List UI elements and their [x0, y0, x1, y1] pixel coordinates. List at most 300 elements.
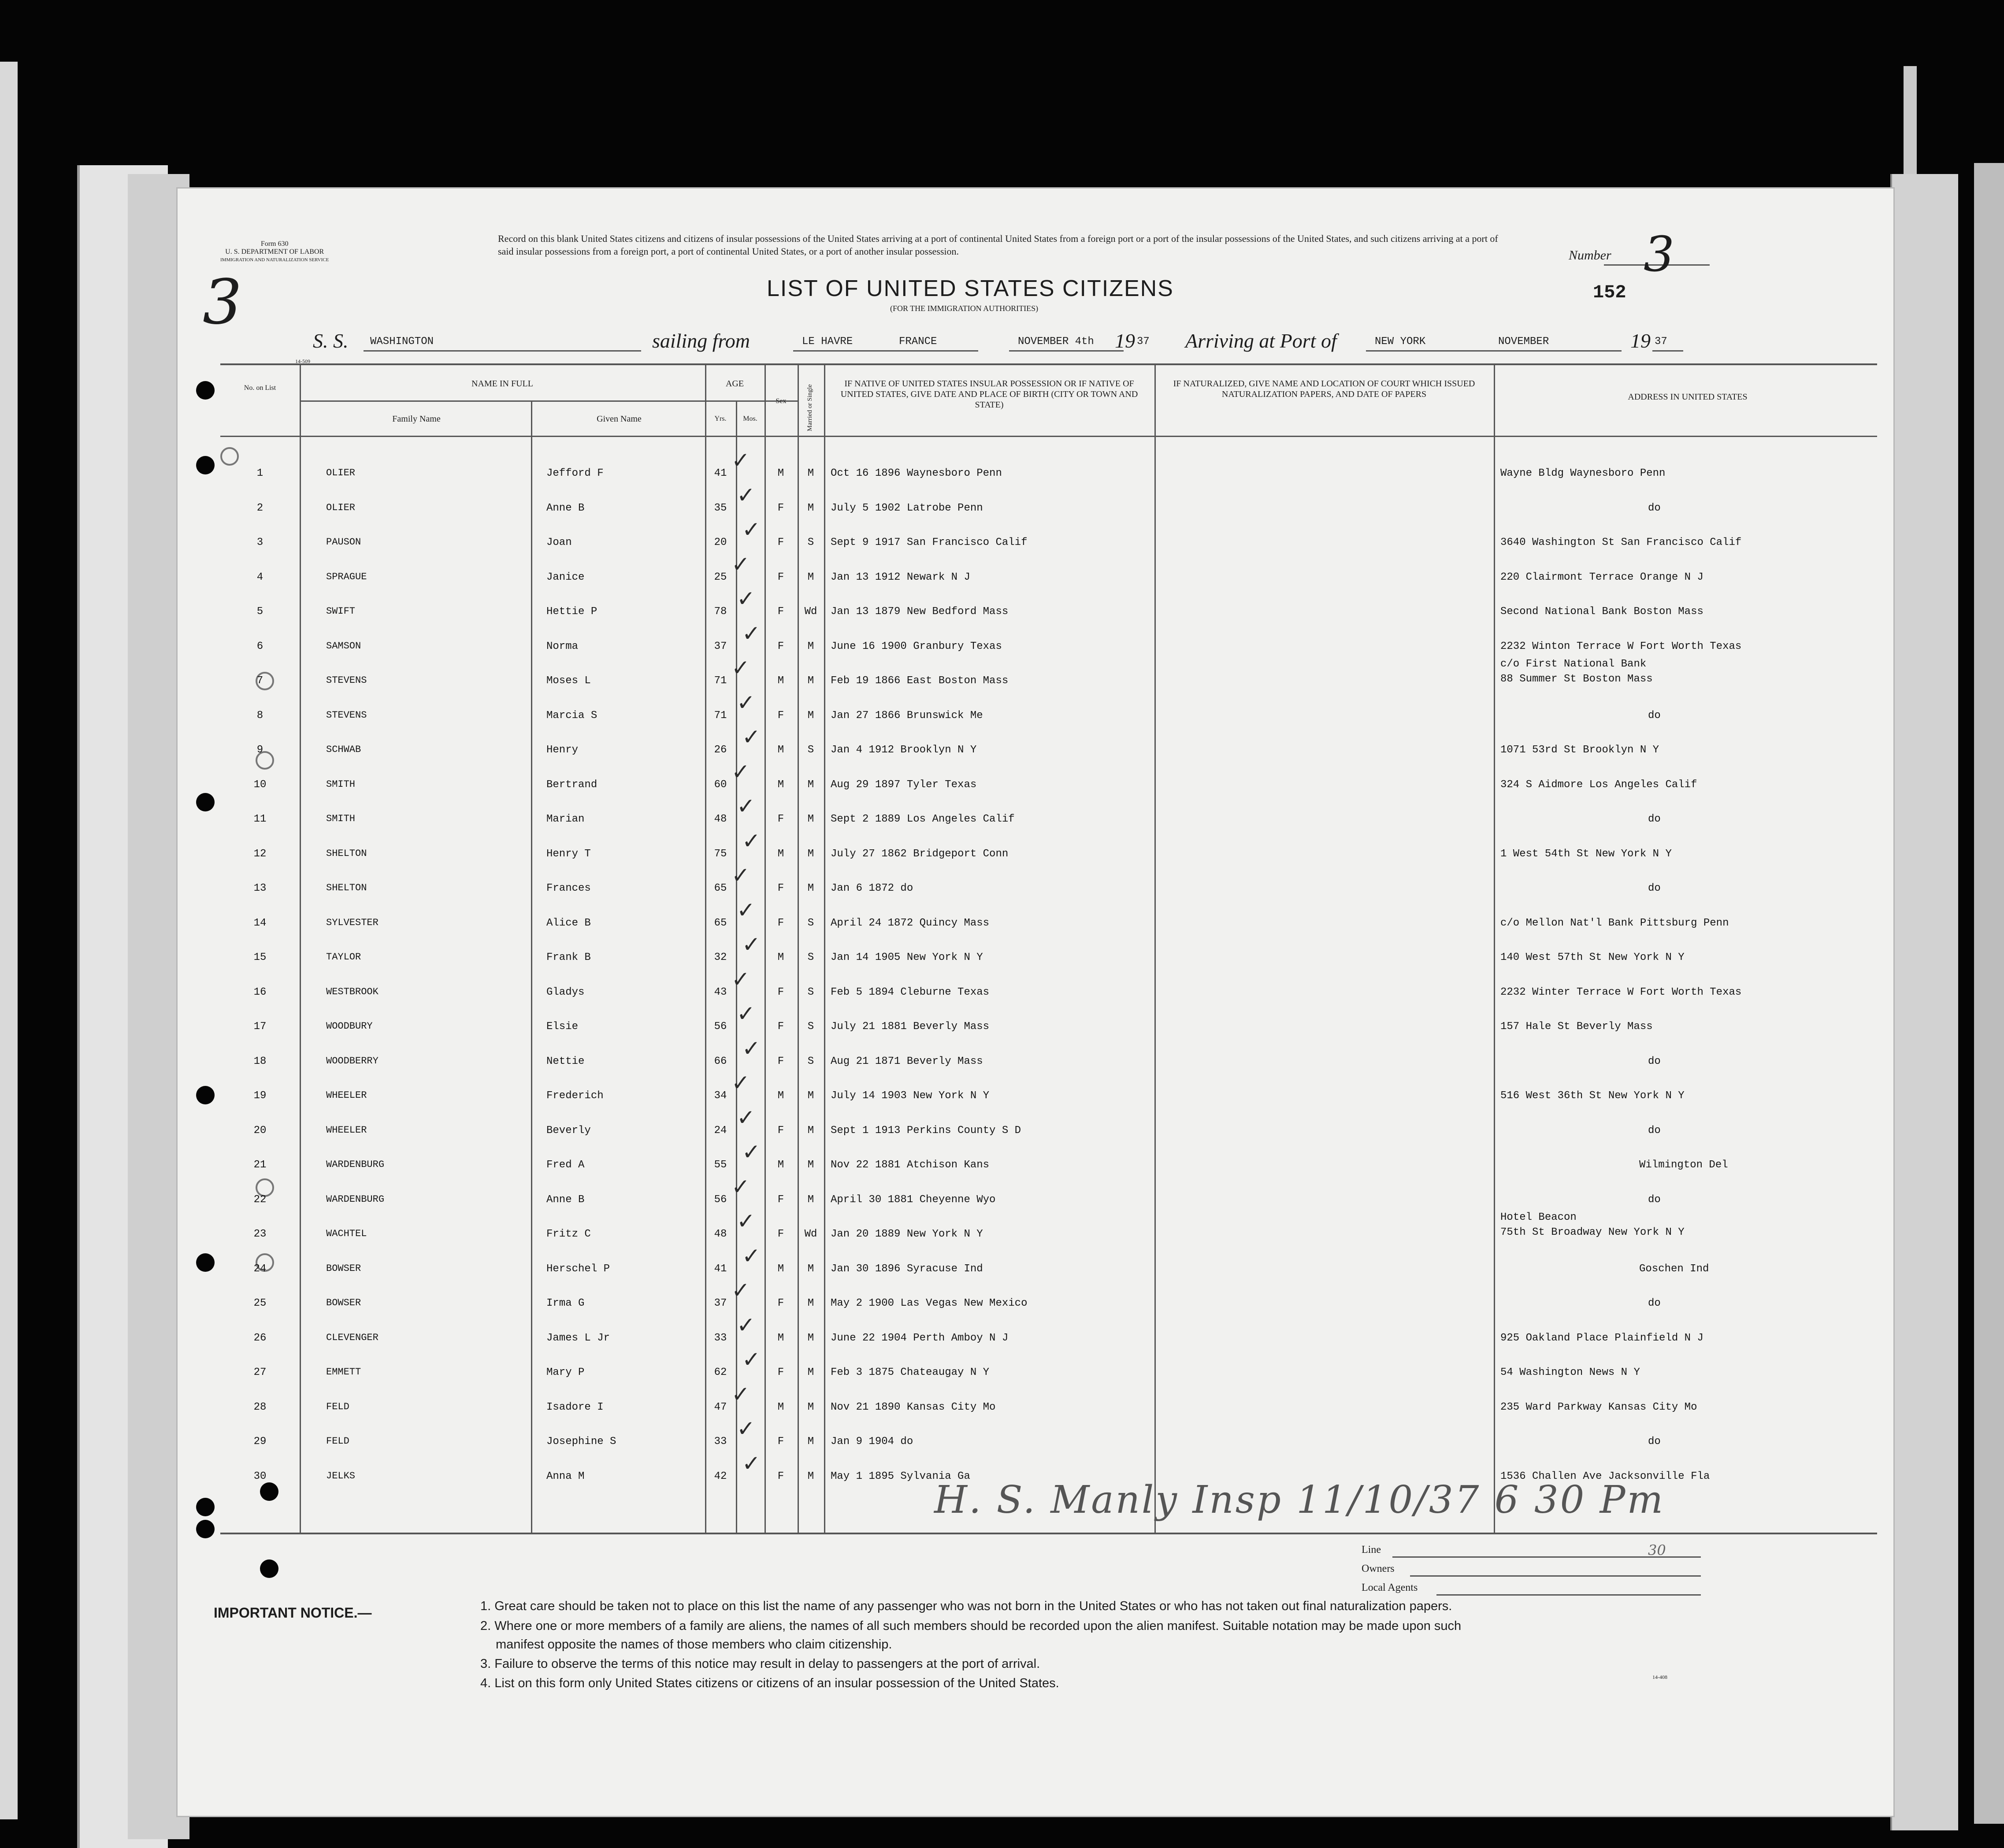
age-years: 41 [714, 467, 727, 479]
row-number: 21 [253, 1159, 267, 1171]
check-mark-icon: ✓ [742, 1347, 761, 1372]
given-name: Henry [546, 744, 579, 756]
check-mark-icon: ✓ [731, 1381, 750, 1407]
col-header-birth: IF NATIVE OF UNITED STATES INSULAR POSSESSION OR IF NATIVE OF UNITED STATES, GIVE DATE AND PLACE OF BIRTH (CITY OR TOWN AND STATE) [840, 379, 1138, 410]
given-name: Frank B [546, 952, 591, 963]
age-years: 71 [714, 675, 727, 687]
age-years: 37 [714, 1297, 727, 1309]
row-number: 6 [256, 640, 263, 652]
owners-label: Owners [1362, 1563, 1395, 1574]
family-name: OLIER [326, 502, 356, 513]
punch-hole [196, 1520, 215, 1538]
family-name: EMMETT [326, 1367, 361, 1378]
age-years: 65 [714, 917, 727, 929]
birth-date-place: Jan 6 1872 do [831, 882, 913, 894]
marital-status: M [807, 848, 814, 860]
address: do [1648, 1055, 1661, 1067]
check-mark-icon: ✓ [731, 1278, 750, 1303]
family-name: BOWSER [326, 1263, 361, 1274]
birth-date-place: May 1 1895 Sylvania Ga [831, 1470, 970, 1482]
given-name: Henry T [546, 848, 591, 860]
marital-status: S [807, 952, 814, 963]
number-label: Number [1569, 248, 1611, 263]
sex: F [777, 1297, 784, 1309]
notice-item-1: 1. Great care should be taken not to place on this list the name of any passenger who was not born in the United States or who has not taken out final naturalization papers. [480, 1599, 1452, 1613]
sex: M [777, 1401, 784, 1413]
given-name: Beverly [546, 1124, 591, 1137]
col-rule [1154, 365, 1156, 1533]
arrival-month: NOVEMBER [1498, 336, 1549, 348]
check-mark-icon: ✓ [737, 1104, 755, 1130]
sex: F [777, 986, 784, 998]
ship-name: WASHINGTON [370, 336, 434, 348]
ship-underline [364, 350, 641, 352]
given-name: Anne B [546, 1193, 585, 1206]
owners-underline [1410, 1575, 1701, 1577]
row-number: 4 [256, 571, 263, 583]
line-value: 30 [1648, 1542, 1666, 1559]
check-mark-icon: ✓ [742, 517, 761, 542]
address: Wilmington Del [1639, 1159, 1728, 1171]
given-name: Fred A [546, 1159, 585, 1171]
given-name: Frederich [546, 1090, 604, 1102]
marital-status: S [807, 744, 814, 756]
given-name: Anne B [546, 502, 585, 514]
family-name: WOODBERRY [326, 1055, 379, 1067]
col-header-given: Given Name [597, 414, 642, 424]
given-name: Nettie [546, 1055, 585, 1067]
manifest-page [176, 187, 1895, 1817]
sex: F [777, 571, 784, 583]
col-rule [705, 365, 706, 1533]
age-years: 56 [714, 1193, 727, 1206]
birth-date-place: Jan 4 1912 Brooklyn N Y [831, 744, 977, 756]
age-years: 25 [714, 571, 727, 583]
address: 324 S Aidmore Los Angeles Calif [1500, 778, 1697, 791]
col-header-age: AGE [725, 379, 744, 389]
family-name: SAMSON [326, 640, 361, 652]
stamp-number: 152 [1593, 282, 1626, 303]
sex: M [777, 848, 784, 860]
notice-title: IMPORTANT NOTICE.— [214, 1605, 372, 1621]
age-years: 33 [714, 1332, 727, 1344]
col-header-naturalized: IF NATURALIZED, GIVE NAME AND LOCATION OF COURT WHICH ISSUED NATURALIZATION PAPERS, AND DATE OF PAPERS [1173, 379, 1475, 399]
row-number: 2 [256, 502, 263, 514]
family-name: WARDENBURG [326, 1159, 385, 1170]
check-mark-icon: ✓ [737, 897, 755, 923]
birth-date-place: Jan 20 1889 New York N Y [831, 1228, 983, 1240]
col-header-sex: Sex [776, 397, 787, 405]
port-arrival: NEW YORK [1375, 336, 1426, 348]
port-from: LE HAVRE [802, 336, 853, 348]
row-number: 7 [256, 675, 263, 687]
marital-status: M [807, 502, 814, 514]
sex: F [777, 882, 784, 894]
punch-hole [260, 1559, 278, 1578]
sex: F [777, 502, 784, 514]
notice-item-2: 2. Where one or more members of a family are aliens, the names of all such members should be recorded upon the alien manifest. Suitable notation may be made upon such [480, 1619, 1462, 1633]
check-mark-icon: ✓ [742, 1035, 761, 1061]
marital-status: M [807, 1470, 814, 1482]
check-mark-icon: ✓ [742, 724, 761, 750]
row-number: 24 [253, 1263, 267, 1275]
sex: M [777, 467, 784, 479]
given-name: Bertrand [546, 778, 597, 791]
country-from: FRANCE [899, 336, 937, 348]
sex: M [777, 778, 784, 791]
left-binder-strip [0, 62, 18, 1819]
address: 2232 Winton Terrace W Fort Worth Texas [1500, 640, 1742, 652]
marital-status: M [807, 1263, 814, 1275]
punch-hole [196, 1253, 215, 1272]
marital-status: S [807, 537, 814, 548]
family-name: CLEVENGER [326, 1332, 379, 1343]
header-sub-rule [300, 400, 798, 402]
given-name: Janice [546, 571, 585, 583]
given-name: Herschel P [546, 1263, 610, 1275]
given-name: Jefford F [546, 467, 604, 479]
given-name: Gladys [546, 986, 585, 998]
col-header-name: NAME IN FULL [471, 379, 533, 389]
row-number: 10 [253, 778, 267, 791]
col-header-family: Family Name [392, 414, 441, 424]
marital-status: M [807, 1159, 814, 1171]
age-years: 24 [714, 1124, 727, 1137]
birth-date-place: Feb 5 1894 Cleburne Texas [831, 986, 990, 998]
age-years: 37 [714, 640, 727, 652]
marital-status: M [807, 1124, 814, 1137]
check-mark-icon: ✓ [742, 1139, 761, 1165]
marital-status: S [807, 917, 814, 929]
manifest-table [220, 363, 1877, 1534]
form-header-block [220, 240, 329, 264]
family-name: WESTBROOK [326, 986, 379, 997]
sex: F [777, 1021, 784, 1033]
given-name: Alice B [546, 917, 591, 929]
page-mark: 3 [203, 267, 242, 338]
row-number: 15 [253, 952, 267, 963]
check-mark-icon: ✓ [731, 1174, 750, 1200]
given-name: Anna M [546, 1470, 585, 1482]
arrival-underline [1366, 350, 1622, 352]
row-number: 18 [253, 1055, 267, 1067]
birth-date-place: Aug 21 1871 Beverly Mass [831, 1055, 983, 1067]
col-header-mos: Mos. [743, 415, 757, 422]
agents-underline [1436, 1594, 1701, 1596]
check-mark-icon: ✓ [731, 863, 750, 888]
family-name: JELKS [326, 1470, 356, 1481]
age-years: 41 [714, 1263, 727, 1275]
row-number: 14 [253, 917, 267, 929]
row-number: 26 [253, 1332, 267, 1344]
birth-date-place: Feb 3 1875 Chateaugay N Y [831, 1367, 990, 1378]
family-name: SCHWAB [326, 744, 361, 755]
year-prefix-2: 19 [1630, 330, 1651, 352]
check-mark-icon: ✓ [737, 689, 755, 715]
sex: F [777, 1193, 784, 1206]
birth-date-place: Nov 22 1881 Atchison Kans [831, 1159, 990, 1171]
check-mark-icon: ✓ [737, 1001, 755, 1026]
year-suffix-2: 37 [1655, 336, 1667, 348]
age-years: 65 [714, 882, 727, 894]
check-mark-icon: ✓ [731, 759, 750, 785]
year-suffix-1: 37 [1137, 336, 1150, 348]
family-name: TAYLOR [326, 952, 361, 963]
row-number: 17 [253, 1021, 267, 1033]
marital-status: M [807, 813, 814, 825]
sex: F [777, 1470, 784, 1482]
family-name: STEVENS [326, 709, 367, 721]
family-name: FELD [326, 1436, 349, 1447]
marital-status: M [807, 778, 814, 791]
family-name: WARDENBURG [326, 1193, 385, 1205]
sailing-from-label: sailing from [652, 330, 750, 352]
family-name: SWIFT [326, 606, 356, 617]
family-name: OLIER [326, 467, 356, 478]
age-years: 48 [714, 1228, 727, 1240]
marital-status: M [807, 882, 814, 894]
row-number: 22 [253, 1193, 267, 1206]
sex: F [777, 1436, 784, 1448]
ss-label: S. S. [313, 330, 349, 352]
check-mark-icon: ✓ [731, 966, 750, 992]
year-prefix-1: 19 [1115, 330, 1135, 352]
row-number: 25 [253, 1297, 267, 1309]
marital-status: M [807, 1332, 814, 1344]
row-number: 29 [253, 1436, 267, 1448]
address: 2232 Winter Terrace W Fort Worth Texas [1500, 986, 1742, 998]
birth-date-place: Sept 9 1917 San Francisco Calif [831, 537, 1028, 548]
family-name: SHELTON [326, 848, 367, 859]
col-rule [824, 365, 825, 1533]
sex: M [777, 1263, 784, 1275]
col-header-no: No. on List [244, 384, 276, 392]
marital-status: M [807, 1193, 814, 1206]
address: Second National Bank Boston Mass [1500, 606, 1703, 618]
family-name: BOWSER [326, 1297, 361, 1308]
age-years: 71 [714, 709, 727, 722]
birth-date-place: Nov 21 1890 Kansas City Mo [831, 1401, 996, 1413]
address: do [1648, 709, 1661, 722]
col-rule [531, 400, 532, 1533]
family-name: FELD [326, 1401, 349, 1412]
given-name: Moses L [546, 675, 591, 687]
check-mark-icon: ✓ [737, 793, 755, 819]
birth-date-place: Jan 13 1879 New Bedford Mass [831, 606, 1009, 618]
address: c/o First National Bank [1500, 658, 1647, 670]
marital-status: Wd [804, 1228, 817, 1240]
age-years: 62 [714, 1367, 727, 1378]
address: do [1648, 1193, 1661, 1206]
birth-date-place: Sept 1 1913 Perkins County S D [831, 1124, 1021, 1137]
row-number: 19 [253, 1090, 267, 1102]
sex: F [777, 917, 784, 929]
page-title: LIST OF UNITED STATES CITIZENS [767, 276, 1174, 301]
punch-hole [196, 381, 215, 400]
notice-item-3: 3. Failure to observe the terms of this notice may result in delay to passengers at the port of arrival. [480, 1657, 1040, 1671]
address: Wayne Bldg Waynesboro Penn [1500, 467, 1666, 479]
age-years: 47 [714, 1401, 727, 1413]
page-subtitle: (FOR THE IMMIGRATION AUTHORITIES) [890, 304, 1039, 313]
marital-status: M [807, 1090, 814, 1102]
check-mark-icon: ✓ [731, 551, 750, 577]
sex: M [777, 1159, 784, 1171]
inspector-signature: H. S. Manly Insp 11/10/37 6 30 Pm [934, 1478, 1665, 1522]
sex: M [777, 744, 784, 756]
notice-item-2-cont: manifest opposite the names of those members who claim citizenship. [496, 1637, 892, 1652]
birth-date-place: July 5 1902 Latrobe Penn [831, 502, 983, 514]
row-number: 16 [253, 986, 267, 998]
address: Hotel Beacon [1500, 1211, 1577, 1223]
marital-status: M [807, 640, 814, 652]
birth-date-place: Feb 19 1866 East Boston Mass [831, 675, 1009, 687]
given-name: Fritz C [546, 1228, 591, 1240]
family-name: PAUSON [326, 537, 361, 548]
sex: M [777, 952, 784, 963]
punch-hole [196, 1498, 215, 1516]
row-number: 9 [256, 744, 263, 756]
punch-hole [196, 456, 215, 474]
check-mark-icon: ✓ [742, 932, 761, 957]
family-name: SHELTON [326, 882, 367, 893]
given-name: Mary P [546, 1367, 585, 1378]
department-name: U. S. DEPARTMENT OF LABOR [225, 248, 324, 256]
birth-date-place: Jan 14 1905 New York N Y [831, 952, 983, 963]
sex: F [777, 813, 784, 825]
row-number: 1 [256, 467, 263, 479]
family-name: SMITH [326, 813, 356, 824]
birth-date-place: Jan 30 1896 Syracuse Ind [831, 1263, 983, 1275]
family-name: STEVENS [326, 675, 367, 686]
birth-date-place: Aug 29 1897 Tyler Texas [831, 778, 977, 791]
age-years: 75 [714, 848, 727, 860]
check-mark-icon: ✓ [737, 586, 755, 611]
address: do [1648, 502, 1661, 514]
age-years: 56 [714, 1021, 727, 1033]
given-name: Josephine S [546, 1436, 616, 1448]
marital-status: S [807, 1055, 814, 1067]
address: 157 Hale St Beverly Mass [1500, 1021, 1653, 1033]
col-header-address: ADDRESS IN UNITED STATES [1628, 392, 1748, 402]
check-mark-icon: ✓ [737, 1416, 755, 1441]
address: 54 Washington News N Y [1500, 1367, 1640, 1378]
col-header-married: Married or Single [806, 384, 813, 431]
family-name: WACHTEL [326, 1228, 367, 1239]
sex: M [777, 1090, 784, 1102]
row-number: 20 [253, 1124, 267, 1137]
far-right-strip [1974, 163, 2004, 1824]
sex: M [777, 1332, 784, 1344]
birth-date-place: May 2 1900 Las Vegas New Mexico [831, 1297, 1028, 1309]
given-name: Joan [546, 537, 572, 548]
sex: F [777, 1055, 784, 1067]
marital-status: M [807, 1297, 814, 1309]
marital-status: M [807, 675, 814, 687]
departure-date: NOVEMBER 4th [1018, 336, 1094, 348]
given-name: Marcia S [546, 709, 597, 722]
given-name: Marian [546, 813, 585, 825]
sex: F [777, 537, 784, 548]
birth-date-place: Sept 2 1889 Los Angeles Calif [831, 813, 1015, 825]
marital-status: Wd [804, 606, 817, 618]
address: 1536 Challen Ave Jacksonville Fla [1500, 1470, 1710, 1482]
sex: F [777, 1367, 784, 1378]
marital-status: M [807, 467, 814, 479]
check-mark-icon: ✓ [731, 448, 750, 473]
row-number: 13 [253, 882, 267, 894]
address: Goschen Ind [1639, 1263, 1709, 1275]
printer-note: 14-509 [295, 358, 310, 364]
address: 220 Clairmont Terrace Orange N J [1500, 571, 1703, 583]
sex: F [777, 640, 784, 652]
address: do [1648, 1436, 1661, 1448]
marital-status: M [807, 1401, 814, 1413]
age-years: 43 [714, 986, 727, 998]
marital-status: M [807, 1367, 814, 1378]
age-years: 60 [714, 778, 727, 791]
birth-date-place: June 22 1904 Perth Amboy N J [831, 1332, 1009, 1344]
address: 140 West 57th St New York N Y [1500, 952, 1685, 963]
departure-underline [1009, 350, 1124, 352]
marital-status: M [807, 709, 814, 722]
punch-hole [196, 793, 215, 811]
sex: F [777, 709, 784, 722]
intro-text: Record on this blank United States citizens and citizens of insular possessions of the United States arriving at a port of continental United States from a foreign port or a port of the insular possessions of the United States, and such citizens arriving at a port of said insular possessions from a foreign port, a port of continental United States, or a port of another insular possession. [498, 233, 1498, 257]
given-name: Hettie P [546, 606, 597, 618]
row-number: 23 [253, 1228, 267, 1240]
address: 1071 53rd St Brooklyn N Y [1500, 744, 1659, 756]
address: do [1648, 1124, 1661, 1137]
family-name: SYLVESTER [326, 917, 379, 928]
family-name: WOODBURY [326, 1021, 373, 1032]
address: 235 Ward Parkway Kansas City Mo [1500, 1401, 1697, 1413]
address: 925 Oakland Place Plainfield N J [1500, 1332, 1703, 1344]
address-line-2: 75th St Broadway New York N Y [1500, 1226, 1685, 1238]
row-number: 30 [253, 1470, 267, 1482]
check-mark-icon: ✓ [731, 1070, 750, 1096]
sex: M [777, 675, 784, 687]
address: 1 West 54th St New York N Y [1500, 848, 1672, 860]
year-2-underline [1652, 350, 1683, 352]
row-number: 12 [253, 848, 267, 860]
age-years: 26 [714, 744, 727, 756]
address: 516 West 36th St New York N Y [1500, 1090, 1685, 1102]
address: do [1648, 813, 1661, 825]
given-name: Isadore I [546, 1401, 604, 1413]
port-from-underline [793, 350, 978, 352]
age-years: 55 [714, 1159, 727, 1171]
row-number: 27 [253, 1367, 267, 1378]
check-mark-icon: ✓ [742, 620, 761, 646]
age-years: 35 [714, 502, 727, 514]
sex: F [777, 1228, 784, 1240]
given-name: Elsie [546, 1021, 579, 1033]
check-mark-icon: ✓ [742, 828, 761, 854]
sex: F [777, 606, 784, 618]
col-rule [300, 365, 301, 1533]
given-name: Frances [546, 882, 591, 894]
birth-date-place: Jan 27 1866 Brunswick Me [831, 709, 983, 722]
birth-date-place: July 21 1881 Beverly Mass [831, 1021, 990, 1033]
given-name: James L Jr [546, 1332, 610, 1344]
col-rule [1494, 365, 1495, 1533]
address: 3640 Washington St San Francisco Calif [1500, 537, 1742, 548]
address: do [1648, 882, 1661, 894]
family-name: WHEELER [326, 1124, 367, 1136]
address: c/o Mellon Nat'l Bank Pittsburg Penn [1500, 917, 1729, 929]
age-years: 20 [714, 537, 727, 548]
birth-date-place: Jan 13 1912 Newark N J [831, 571, 970, 583]
